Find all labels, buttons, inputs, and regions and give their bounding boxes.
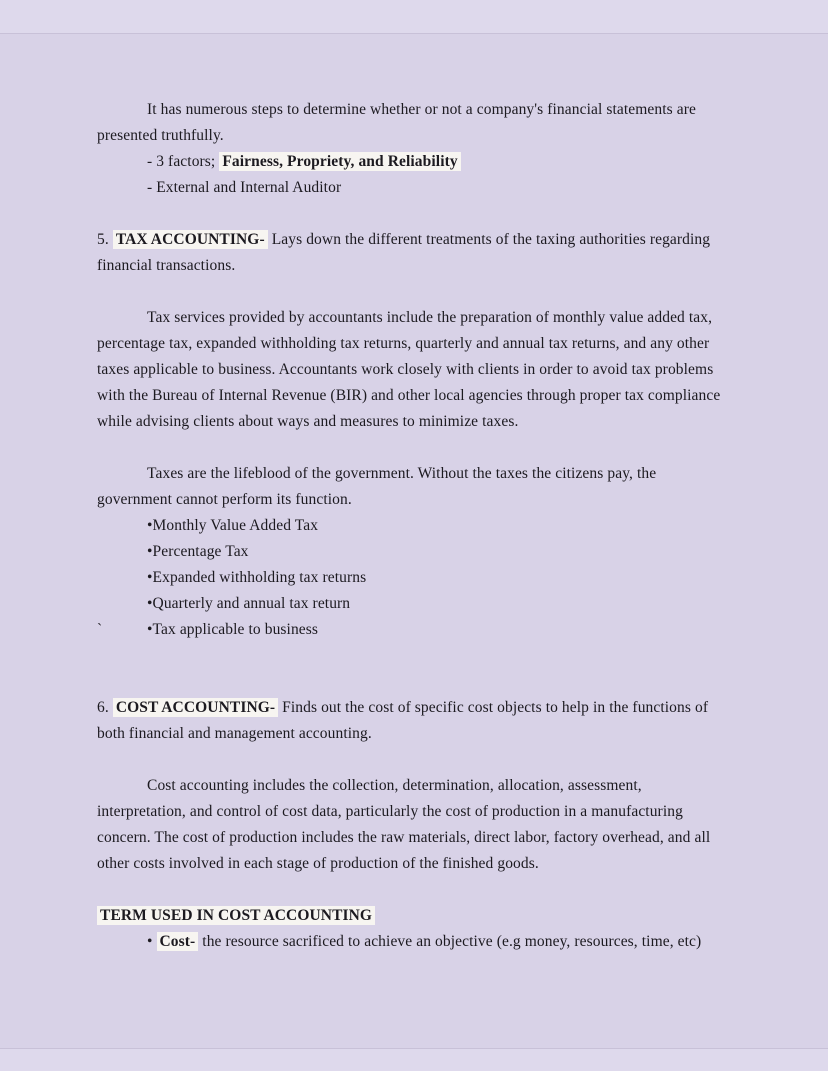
tax-accounting-description: Lays down the different treatments of the taxing authorities regarding financial transactions. [97,231,711,274]
bottom-page-divider [0,1048,828,1071]
terms-heading-line [97,903,730,929]
tax-accounting-number: 5. [97,231,113,248]
list-item [147,539,730,565]
bullet-marker: • [147,517,153,534]
intro-paragraph: It has numerous steps to determine whether or not a company's financial statements are presented truthfully. [97,101,696,144]
factors-prefix: - 3 factors; [147,153,220,170]
cost-body-paragraph: Cost accounting includes the collection, determination, allocation, assessment, interpretation, and control of cost data, particularly the cost of production in a manufacturing concern. The cost of production includes the raw materials, direct labor, factory overhead, and all other costs involved in each stage of production of the finished goods. [97,777,711,872]
cost-accounting-number: 6. [97,699,113,716]
cost-term-name: Cost- [157,932,199,951]
list-item [147,591,730,617]
stray-backtick-mark: ` [97,621,103,638]
bullet-marker: • [147,543,153,560]
taxes-lifeblood-paragraph: Taxes are the lifeblood of the government. Without the taxes the citizens pay, the government cannot perform its function. [97,465,657,508]
factors-line [147,149,730,175]
bullet-text: Percentage Tax [152,543,249,560]
list-item [147,565,730,591]
auditors-line: - External and Internal Auditor [147,179,342,196]
bullet-text: Monthly Value Added Tax [152,517,319,534]
cost-accounting-heading-line [97,695,730,747]
bullet-marker: • [147,569,153,586]
term-bullet-marker: • [147,933,157,950]
tax-bullet-list [97,513,730,643]
cost-term-definition: the resource sacrificed to achieve an objective (e.g money, resources, time, etc) [198,933,702,950]
page-content [97,97,730,955]
bullet-text: Expanded withholding tax returns [152,569,367,586]
bullet-text: Quarterly and annual tax return [152,595,351,612]
terms-heading: TERM USED IN COST ACCOUNTING [97,906,375,925]
factors-highlight: Fairness, Propriety, and Reliability [219,152,460,171]
bullet-marker: • [147,595,153,612]
tax-accounting-heading-line [97,227,730,279]
cost-accounting-description: Finds out the cost of specific cost objects to help in the functions of both financial and management accounting. [97,699,709,742]
tax-accounting-title: TAX ACCOUNTING- [113,230,268,249]
list-item [147,617,730,643]
bullet-marker: • [147,621,153,638]
cost-term-line [147,929,730,955]
cost-accounting-title: COST ACCOUNTING- [113,698,278,717]
bullet-text: Tax applicable to business [152,621,319,638]
tax-services-paragraph: Tax services provided by accountants include the preparation of monthly value added tax, percentage tax, expanded withholding tax returns, quarterly and annual tax returns, and any other taxes applicable to business. Accountants work closely with clients in order to avoid tax problems with the Bureau of Internal Revenue (BIR) and other local agencies through proper tax compliance while advising clients about ways and measures to minimize taxes. [97,309,721,430]
top-page-divider [0,0,828,34]
list-item [147,513,730,539]
